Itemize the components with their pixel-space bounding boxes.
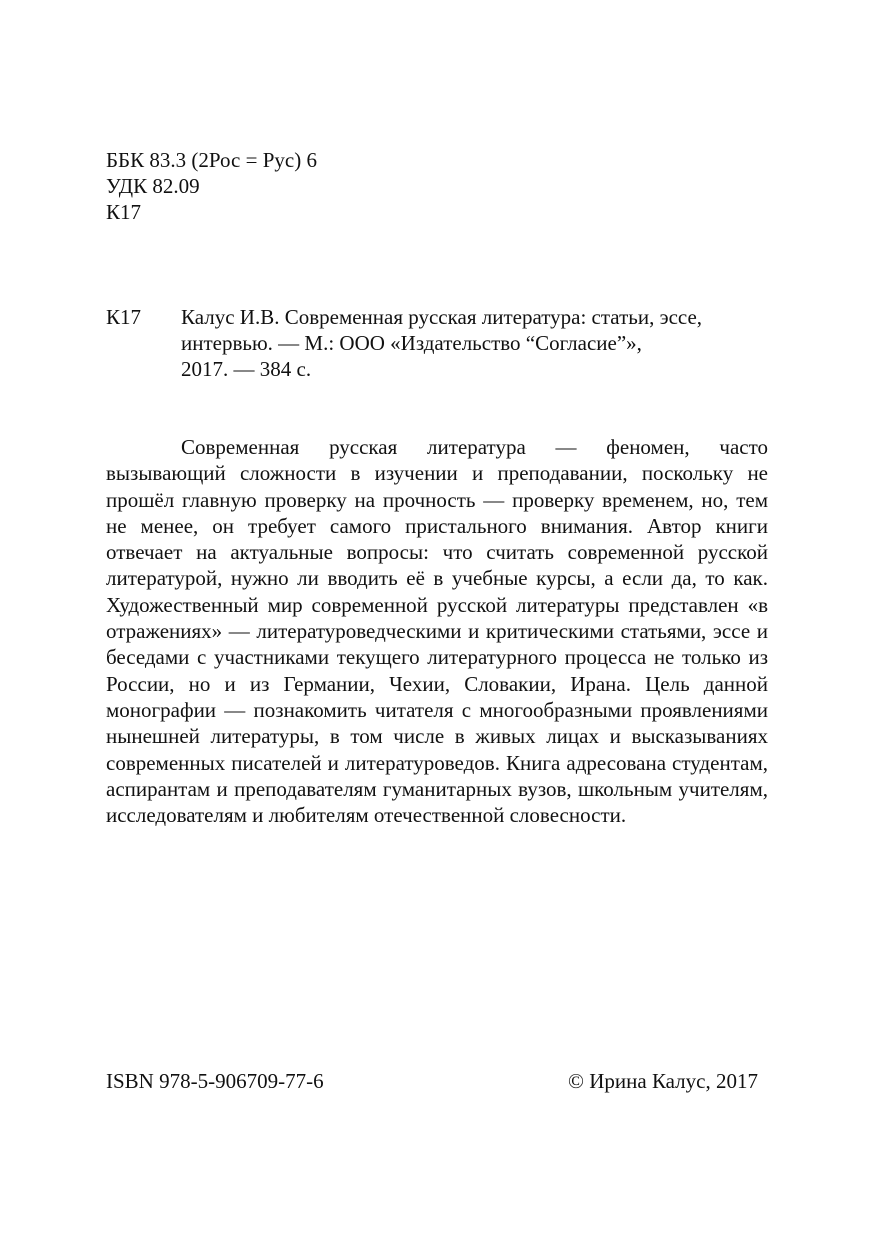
isbn: ISBN 978-5-906709-77-6	[106, 1069, 324, 1093]
bibliographic-description	[181, 304, 781, 382]
copyright-notice: © Ирина Калус, 2017	[568, 1069, 758, 1093]
bibliographic-line: Калус И.В. Современная русская литература: статьи, эссе,	[181, 305, 703, 329]
bibliographic-code: К17	[106, 305, 142, 329]
bbk-index: ББК 83.3 (2Рос = Рус) 6	[106, 148, 317, 172]
classification-block	[106, 147, 317, 225]
bibliographic-line: 2017. — 384 с.	[181, 357, 312, 381]
udk-index: УДК 82.09	[106, 174, 200, 198]
bibliographic-line: интервью. — М.: ООО «Издательство “Согласие”»,	[181, 331, 642, 355]
annotation-paragraph: Современная русская литература — феномен, часто вызывающий сложности в изучении и преподавании, поскольку не прошёл главную проверку на прочность — проверку временем, но, тем не менее, он требует самого пристального внимания. Автор книги отвечает на актуальные вопросы: что считать современной русской литературой, нужно ли вводить её в учебные курсы, а если да, то как. Художественный мир современной русской литературы представлен «в отражениях» — литературоведческими и критическими статьями, эссе и беседами с участниками текущего литературного процесса не только из России, но и из Германии, Чехии, Словакии, Ирана. Цель данной монографии — познакомить читателя с многообразными проявлениями нынешней литературы, в том числе в живых лицах и высказываниях современных писателей и литературоведов. Книга адресована студентам, аспирантам и преподавателям гуманитарных вузов, школьным учителям, исследователям и любителям отечественной словесности.	[106, 435, 768, 828]
author-mark: К17	[106, 200, 142, 224]
